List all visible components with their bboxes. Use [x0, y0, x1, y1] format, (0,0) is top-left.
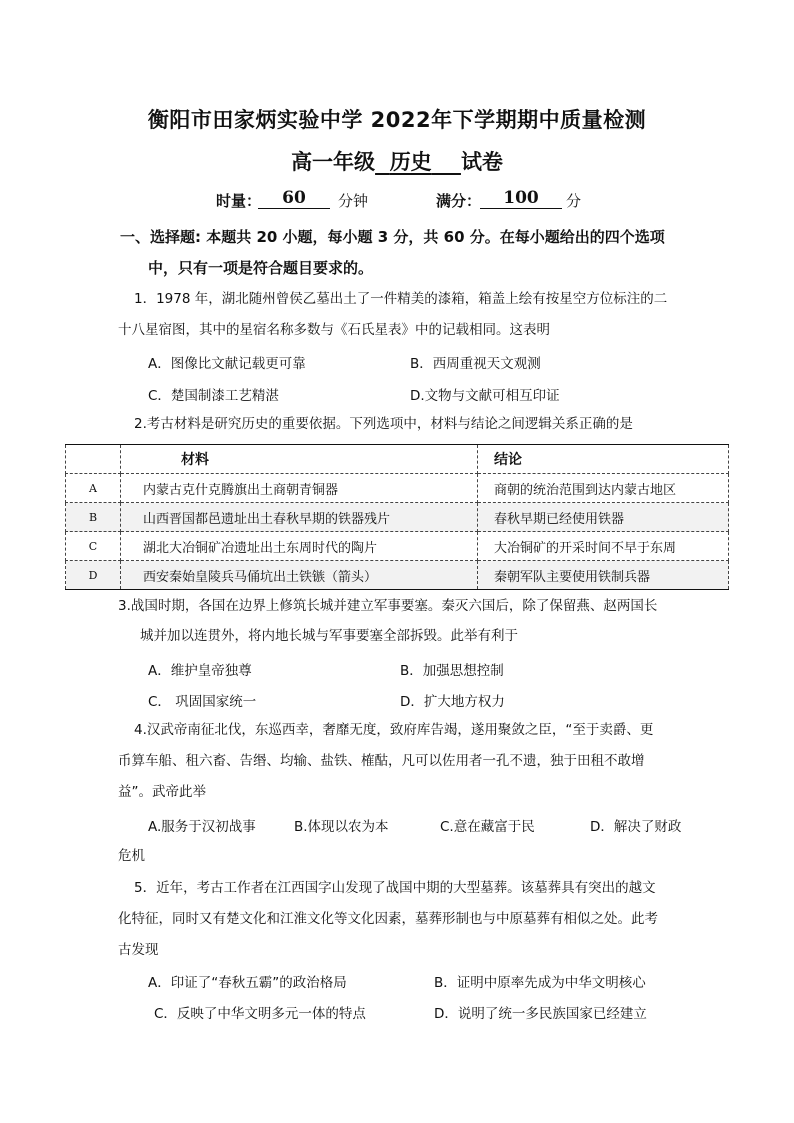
q2-row-material: 山西晋国都邑遗址出土春秋早期的铁器残片 [121, 503, 478, 532]
q2-row-key: D [66, 561, 121, 590]
q4-stem-line1: 4.汉武帝南征北伐，东巡西幸，奢靡无度，致府库告竭，遂用聚敛之臣，“至于卖爵、更 [134, 722, 654, 738]
exam-subtitle [0, 146, 794, 176]
q2-row-b[interactable] [66, 503, 729, 532]
q4-stem-line2: 币算车船、租六畜、告缗、均输、盐铁、榷酤，凡可以佐用者一孔不遗，独于田租不敢增 [118, 753, 645, 769]
q5-option-a[interactable]: A．印证了“春秋五霸”的政治格局 [148, 975, 347, 991]
q2-row-c[interactable] [66, 532, 729, 561]
q2-row-material: 湖北大冶铜矿冶遗址出土东周时代的陶片 [121, 532, 478, 561]
q2-stem: 2.考古材料是研究历史的重要依据。下列选项中，材料与结论之间逻辑关系正确的是 [134, 416, 633, 432]
q5-option-c[interactable]: C．反映了中华文明多元一体的特点 [154, 1006, 366, 1022]
q3-option-b[interactable]: B．加强思想控制 [400, 663, 504, 679]
q3-stem-line2: 城并加以连贯外，将内地长城与军事要塞全部拆毁。此举有利于 [140, 628, 518, 644]
q4-option-d-continued: 危机 [118, 848, 145, 864]
q1-stem-line1: 1．1978 年，湖北随州曾侯乙墓出土了一件精美的漆箱，箱盖上绘有按星空方位标注的二 [134, 291, 668, 307]
q2-row-conclusion: 商朝的统治范围到达内蒙古地区 [478, 474, 729, 503]
exam-title: 衡阳市田家炳实验中学 2022年下学期期中质量检测 [147, 108, 647, 132]
q2-row-conclusion: 秦朝军队主要使用铁制兵器 [478, 561, 729, 590]
q2-row-material: 西安秦始皇陵兵马俑坑出土铁镞（箭头） [121, 561, 478, 590]
q2-table-header [66, 445, 729, 474]
q2-row-key: B [66, 503, 121, 532]
score-label: 满分： [436, 192, 482, 210]
q3-option-a[interactable]: A．维护皇帝独尊 [148, 663, 252, 679]
subject-label: 历史 [389, 150, 432, 174]
q2-row-key: C [66, 532, 121, 561]
time-label: 时量： [216, 192, 262, 210]
q1-option-c[interactable]: C．楚国制漆工艺精湛 [148, 388, 279, 404]
q2-row-conclusion: 大冶铜矿的开采时间不早于东周 [478, 532, 729, 561]
q5-stem-line2: 化特征，同时又有楚文化和江淮文化等文化因素，墓葬形制也与中原墓葬有相似之处。此考 [118, 911, 658, 927]
score-value: 100 [480, 188, 562, 209]
q4-option-b[interactable]: B.体现以农为本 [294, 819, 389, 835]
q1-option-d[interactable]: D.文物与文献可相互印证 [410, 388, 560, 404]
q4-option-a[interactable]: A.服务于汉初战事 [148, 819, 256, 835]
q3-option-d[interactable]: D．扩大地方权力 [400, 694, 505, 710]
q2-row-a[interactable] [66, 474, 729, 503]
q2-header-conclusion: 结论 [478, 445, 729, 474]
q2-table [65, 444, 729, 590]
q2-row-d[interactable] [66, 561, 729, 590]
paper-label: 试卷 [460, 150, 503, 174]
q2-row-key: A [66, 474, 121, 503]
section-heading-line1: 一、选择题: 本题共 20 小题，每小题 3 分，共 60 分。在每小题给出的四个选项 [120, 228, 665, 246]
q3-stem-line1: 3.战国时期，各国在边界上修筑长城并建立军事要塞。秦灭六国后，除了保留燕、赵两国长 [118, 598, 658, 614]
q2-row-conclusion: 春秋早期已经使用铁器 [478, 503, 729, 532]
q1-stem-line2: 十八星宿图，其中的星宿名称多数与《石氏星表》中的记载相同。这表明 [118, 322, 550, 338]
time-value: 60 [258, 188, 330, 209]
q4-option-d[interactable]: D．解决了财政 [590, 819, 682, 835]
q3-option-c[interactable]: C． 巩固国家统一 [148, 694, 257, 710]
section-heading-line2: 中，只有一项是符合题目要求的。 [148, 259, 374, 277]
score-unit: 分 [566, 192, 582, 210]
grade-label: 高一年级 [291, 150, 376, 174]
q2-row-material: 内蒙古克什克腾旗出土商朝青铜器 [121, 474, 478, 503]
q5-option-b[interactable]: B．证明中原率先成为中华文明核心 [434, 975, 646, 991]
q2-header-material: 材料 [121, 445, 478, 474]
section-heading [120, 222, 720, 284]
q1-option-b[interactable]: B．西周重视天文观测 [410, 356, 541, 372]
q5-stem-line1: 5．近年，考古工作者在江西国字山发现了战国中期的大型墓葬。该墓葬具有突出的越文 [134, 880, 656, 896]
q5-option-d[interactable]: D．说明了统一多民族国家已经建立 [434, 1006, 647, 1022]
q4-option-c[interactable]: C.意在藏富于民 [440, 819, 535, 835]
q1-option-a[interactable]: A．图像比文献记载更可靠 [148, 356, 306, 372]
q5-stem-line3: 古发现 [118, 942, 159, 958]
q4-stem-line3: 益”。武帝此举 [118, 784, 206, 800]
time-unit: 分钟 [338, 192, 369, 210]
